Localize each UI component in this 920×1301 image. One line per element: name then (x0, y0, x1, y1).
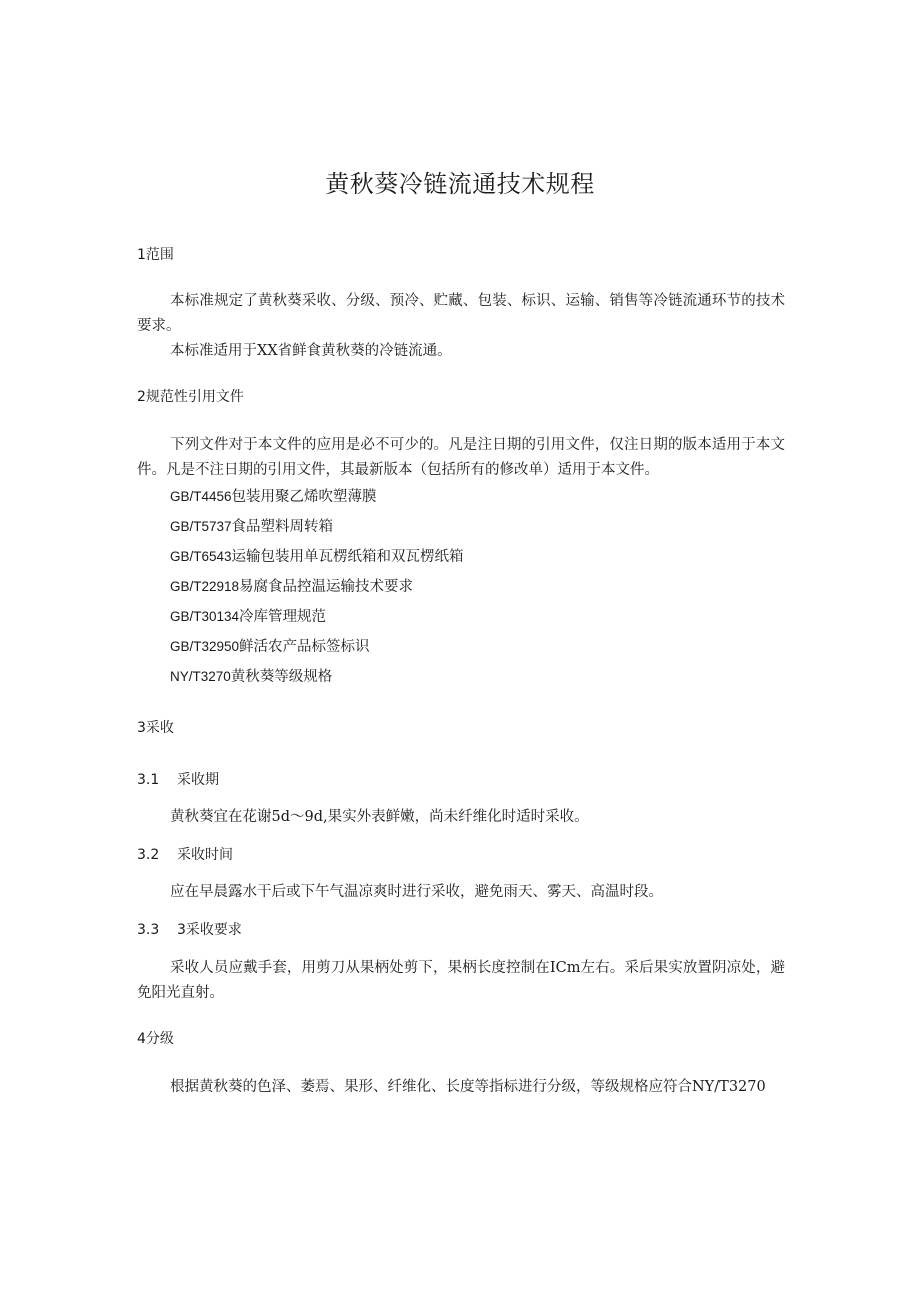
reference-code: GB/T30134 (170, 609, 240, 624)
subsection-number: 3.3 (137, 922, 160, 938)
section-heading-references: 2规范性引用文件 (137, 389, 244, 405)
reference-code: GB/T22918 (170, 579, 240, 594)
references-paragraph: 下列文件对于本文件的应用是必不可少的。凡是注日期的引用文件，仅注日期的版本适用于本文件。凡是不注日期的引用文件，其最新版本（包括所有的修改单）适用于本文件。 (137, 437, 785, 478)
reference-code: NY/T3270 (170, 669, 231, 684)
reference-code: GB/T4456 (170, 489, 232, 504)
subsection-label: 3采收要求 (177, 922, 242, 938)
reference-name: 食品塑料周转箱 (231, 519, 334, 535)
subsection-heading (137, 768, 219, 793)
reference-item (170, 574, 413, 600)
reference-name: 黄秋葵等级规格 (230, 669, 333, 685)
reference-name: 鲜活农产品标签标识 (239, 639, 370, 655)
reference-code: GB/T5737 (170, 519, 232, 534)
reference-item (170, 604, 326, 630)
reference-name: 包装用聚乙烯吹塑薄膜 (231, 489, 377, 505)
scope-paragraph-2: 本标准适用于XX省鲜食黄秋葵的冷链流通。 (170, 343, 452, 359)
reference-name: 运输包装用单瓦楞纸箱和双瓦楞纸箱 (231, 549, 464, 565)
reference-item (170, 484, 377, 510)
subsection-text: 采收人员应戴手套，用剪刀从果柄处剪下，果柄长度控制在ICm左右。采后果实放置阴凉处，避免阳光直射。 (137, 960, 785, 1001)
subsection-heading (137, 918, 242, 943)
subsection-label: 采收时间 (177, 847, 233, 863)
subsection-text: 应在早晨露水干后或下午气温凉爽时进行采收，避免雨天、雾天、高温时段。 (170, 884, 663, 900)
subsection-number: 3.1 (137, 772, 160, 788)
grading-paragraph: 根据黄秋葵的色泽、萎焉、果形、纤维化、长度等指标进行分级，等级规格应符合NY/T3270 (170, 1079, 766, 1095)
reference-name: 易腐食品控温运输技术要求 (239, 579, 414, 595)
subsection-text: 黄秋葵宜在花谢5d～9d,果实外表鲜嫩，尚未纤维化时适时采收。 (170, 809, 589, 825)
reference-code: GB/T32950 (170, 639, 240, 654)
reference-name: 冷库管理规范 (239, 609, 327, 625)
reference-item (170, 664, 332, 690)
subsection-label: 采收期 (177, 772, 219, 788)
section-heading-grading: 4分级 (137, 1031, 174, 1047)
subsection-heading (137, 843, 233, 868)
section-heading-harvest: 3采收 (137, 720, 174, 736)
section-heading-scope: 1范围 (137, 247, 174, 263)
scope-paragraph-1: 本标准规定了黄秋葵采收、分级、预冷、贮藏、包装、标识、运输、销售等冷链流通环节的技术要求。 (137, 293, 785, 334)
reference-item (170, 514, 333, 540)
reference-item (170, 634, 370, 660)
document-title: 黄秋葵冷链流通技术规程 (325, 170, 595, 198)
reference-item (170, 544, 464, 570)
subsection-number: 3.2 (137, 847, 160, 863)
reference-code: GB/T6543 (170, 549, 232, 564)
